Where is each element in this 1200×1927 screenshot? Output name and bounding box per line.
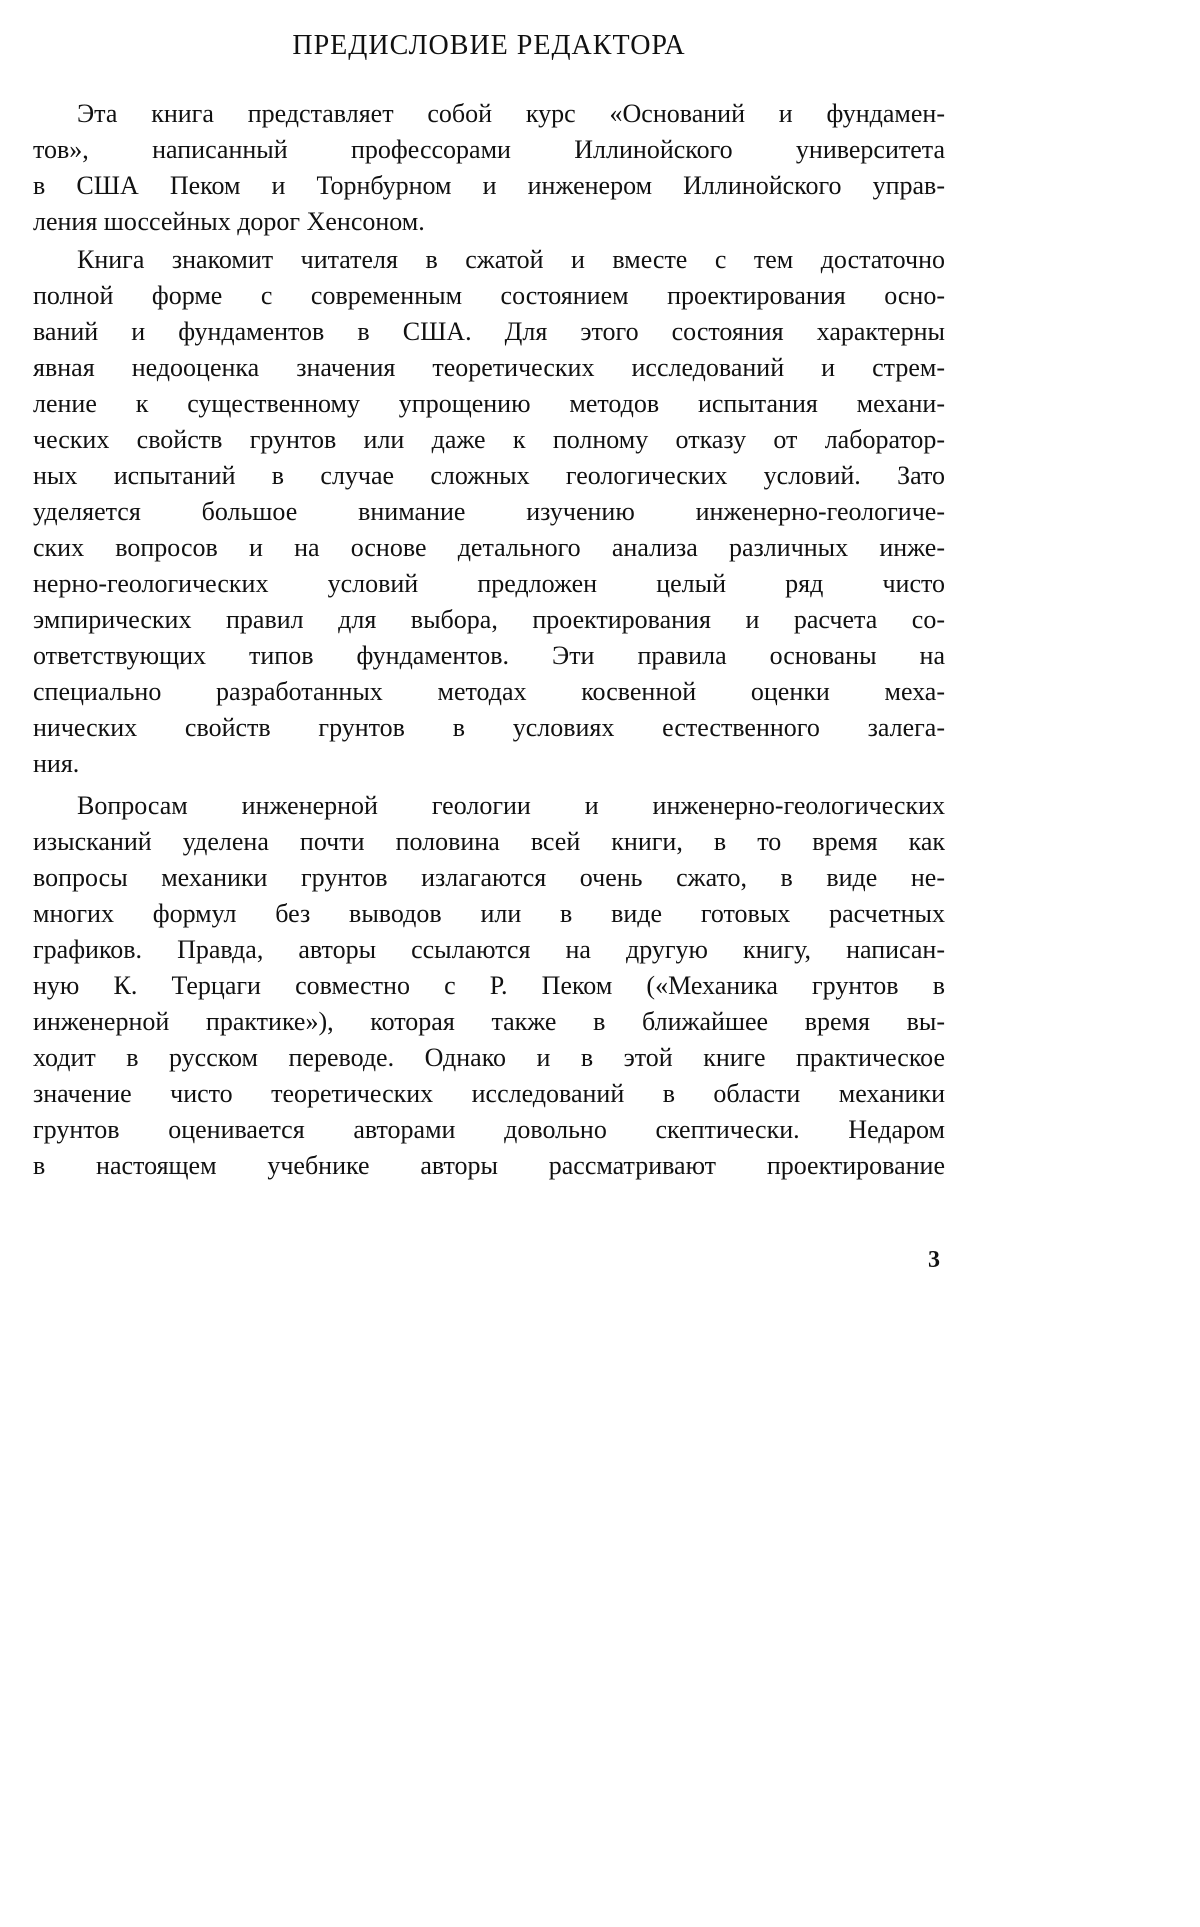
text-line: полной форме с современным состоянием проектирования осно- [33, 281, 945, 310]
text-line: нических свойств грунтов в условиях естественного залега- [33, 713, 945, 742]
text-line: ответствующих типов фундаментов. Эти правила основаны на [33, 641, 945, 670]
text-line: грунтов оценивается авторами довольно скептически. Недаром [33, 1115, 945, 1144]
text-line: нерно-геологических условий предложен целый ряд чисто [33, 569, 945, 598]
text-line: изысканий уделена почти половина всей книги, в то время как [33, 827, 945, 856]
paragraph-1 [33, 96, 945, 240]
text-line: ния. [33, 749, 80, 778]
text-line: ную К. Терцаги совместно с Р. Пеком («Механика грунтов в [33, 971, 945, 1000]
text-line: инженерной практике»), которая также в ближайшее время вы- [33, 1007, 945, 1036]
page-number: 3 [928, 1247, 940, 1273]
text-line: эмпирических правил для выбора, проектирования и расчета со- [33, 605, 945, 634]
text-line: многих формул без выводов или в виде готовых расчетных [33, 899, 945, 928]
text-line: ских вопросов и на основе детального анализа различных инже- [33, 533, 945, 562]
text-line: Книга знакомит читателя в сжатой и вместе с тем достаточно [77, 245, 945, 274]
text-line: ление к существенному упрощению методов испытания механи- [33, 389, 945, 418]
page-title: ПРЕДИСЛОВИЕ РЕДАКТОРА [292, 30, 686, 61]
text-line: ходит в русском переводе. Однако и в этой книге практическое [33, 1043, 945, 1072]
text-line: в настоящем учебнике авторы рассматривают проектирование [33, 1151, 945, 1180]
paragraph-3 [33, 788, 945, 1184]
text-line: тов», написанный профессорами Иллинойского университета [33, 135, 945, 164]
text-line: Вопросам инженерной геологии и инженерно-геологических [77, 791, 945, 820]
text-line: явная недооценка значения теоретических исследований и стрем- [33, 353, 945, 382]
text-line: ных испытаний в случае сложных геологических условий. Зато [33, 461, 945, 490]
text-line: графиков. Правда, авторы ссылаются на другую книгу, написан- [33, 935, 945, 964]
text-line: специально разработанных методах косвенной оценки меха- [33, 677, 945, 706]
text-line: уделяется большое внимание изучению инженерно-геологиче- [33, 497, 945, 526]
text-line: значение чисто теоретических исследований в области механики [33, 1079, 945, 1108]
text-line: Эта книга представляет собой курс «Оснований и фундамен- [77, 99, 945, 128]
text-line: ваний и фундаментов в США. Для этого состояния характерны [33, 317, 945, 346]
text-line: ческих свойств грунтов или даже к полному отказу от лаборатор- [33, 425, 945, 454]
text-line: в США Пеком и Торнбурном и инженером Иллинойского управ- [33, 171, 945, 200]
text-line: ления шоссейных дорог Хенсоном. [33, 207, 425, 236]
text-line: вопросы механики грунтов излагаются очень сжато, в виде не- [33, 863, 945, 892]
paragraph-2 [33, 242, 945, 782]
